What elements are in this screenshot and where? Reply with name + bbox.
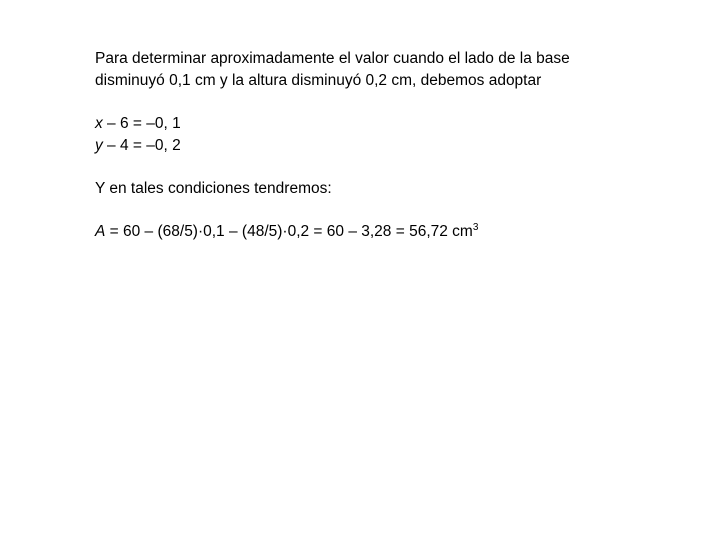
- result-exponent: 3: [472, 222, 479, 233]
- equation-y: [95, 135, 655, 157]
- spacer: [95, 157, 655, 178]
- equation-x: [95, 113, 655, 135]
- equation-x-rest: – 6 = –0, 1: [102, 115, 181, 132]
- spacer: [95, 200, 655, 221]
- text-body: [95, 48, 655, 243]
- intro-line-1: Para determinar aproximadamente el valor cuando el lado de la base: [95, 50, 570, 67]
- result-equation: [95, 221, 655, 243]
- variable-a: A: [95, 223, 106, 240]
- conditions-text: Y en tales condiciones tendremos:: [95, 180, 332, 197]
- variable-x: x: [95, 115, 103, 132]
- intro-line-2: disminuyó 0,1 cm y la altura disminuyó 0,2 cm, debemos adoptar: [95, 72, 542, 89]
- equation-y-rest: – 4 = –0, 2: [102, 137, 181, 154]
- variable-y: y: [95, 137, 103, 154]
- result-expression: = 60 – (68/5)·0,1 – (48/5)·0,2 = 60 – 3,28 = 56,72 cm: [105, 223, 473, 240]
- spacer: [95, 92, 655, 113]
